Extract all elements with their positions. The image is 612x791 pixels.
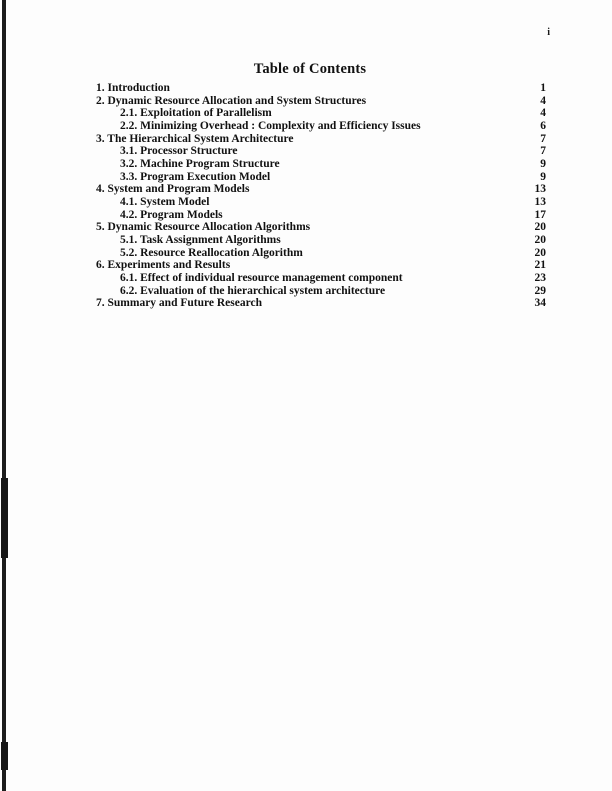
page-folio: i bbox=[547, 27, 550, 38]
toc-entry bbox=[96, 272, 546, 285]
toc-entry-page: 20 bbox=[534, 233, 546, 246]
toc-entry-label: 4. System and Program Models bbox=[96, 183, 250, 196]
toc-entry-page: 29 bbox=[534, 284, 546, 297]
toc-entry-label: 5.2. Resource Reallocation Algorithm bbox=[120, 246, 303, 259]
toc-entry-label: 3. The Hierarchical System Architecture bbox=[96, 132, 294, 145]
toc-entry-label: 3.3. Program Execution Model bbox=[120, 170, 271, 183]
toc-entry-label: 4.1. System Model bbox=[120, 195, 210, 208]
toc-entry bbox=[96, 259, 546, 272]
toc-entry-page: 1 bbox=[540, 82, 546, 94]
toc-entry-page: 17 bbox=[534, 208, 546, 221]
toc-entry-page: 34 bbox=[534, 297, 546, 310]
toc-entry-label: 6.1. Effect of individual resource management component bbox=[120, 271, 403, 284]
toc-entry-label: 3.1. Processor Structure bbox=[120, 145, 238, 158]
toc-entry bbox=[96, 234, 546, 247]
toc-entry bbox=[96, 209, 546, 222]
toc-entry bbox=[96, 133, 546, 146]
toc-entry bbox=[96, 145, 546, 158]
toc-entry-label: 2. Dynamic Resource Allocation and System Structures bbox=[96, 94, 367, 107]
toc-entry-label: 2.1. Exploitation of Parallelism bbox=[120, 107, 272, 120]
toc-entry-page: 9 bbox=[540, 170, 546, 183]
toc-entry bbox=[96, 297, 546, 310]
scan-edge-blob bbox=[1, 742, 8, 770]
toc-entry-label: 3.2. Machine Program Structure bbox=[120, 157, 280, 170]
toc-entry-page: 13 bbox=[534, 195, 546, 208]
toc-entry bbox=[96, 247, 546, 260]
toc-entry bbox=[96, 171, 546, 184]
toc-entry bbox=[96, 107, 546, 120]
toc-entry-label: 5.1. Task Assignment Algorithms bbox=[120, 233, 281, 246]
toc-entry-page: 6 bbox=[540, 119, 546, 132]
toc-entry-label: 2.2. Minimizing Overhead : Complexity and Efficiency Issues bbox=[120, 119, 421, 132]
toc-entry bbox=[96, 120, 546, 133]
scan-edge-artifact bbox=[2, 0, 6, 791]
toc-entry-page: 21 bbox=[534, 259, 546, 272]
toc-entry-label: 7. Summary and Future Research bbox=[96, 297, 263, 310]
toc-entry bbox=[96, 183, 546, 196]
toc-entry-label: 6. Experiments and Results bbox=[96, 259, 231, 272]
toc-entry-page: 4 bbox=[540, 107, 546, 120]
toc-entry-page: 4 bbox=[540, 94, 546, 107]
toc-entry bbox=[96, 221, 546, 234]
toc-entry-page: 20 bbox=[534, 221, 546, 234]
toc-entry-page: 20 bbox=[534, 246, 546, 259]
toc-entry-label: 1. Introduction bbox=[96, 82, 170, 94]
toc-title: Table of Contents bbox=[253, 61, 367, 77]
toc-entry bbox=[96, 95, 546, 108]
toc-entry-label: 5. Dynamic Resource Allocation Algorithms bbox=[96, 221, 311, 234]
toc-entry-label: 4.2. Program Models bbox=[120, 208, 223, 221]
scan-edge-blob bbox=[1, 478, 8, 558]
toc-entry-label: 6.2. Evaluation of the hierarchical system architecture bbox=[120, 284, 386, 297]
toc-entry-page: 23 bbox=[534, 271, 546, 284]
toc-entry-page: 7 bbox=[540, 132, 546, 145]
toc-entry bbox=[96, 82, 546, 95]
toc-entry bbox=[96, 158, 546, 171]
table-of-contents bbox=[96, 62, 546, 310]
toc-entry-page: 7 bbox=[540, 145, 546, 158]
toc-entry bbox=[96, 196, 546, 209]
toc-entry-page: 13 bbox=[534, 183, 546, 196]
toc-entry bbox=[96, 285, 546, 298]
toc-entry-page: 9 bbox=[540, 157, 546, 170]
